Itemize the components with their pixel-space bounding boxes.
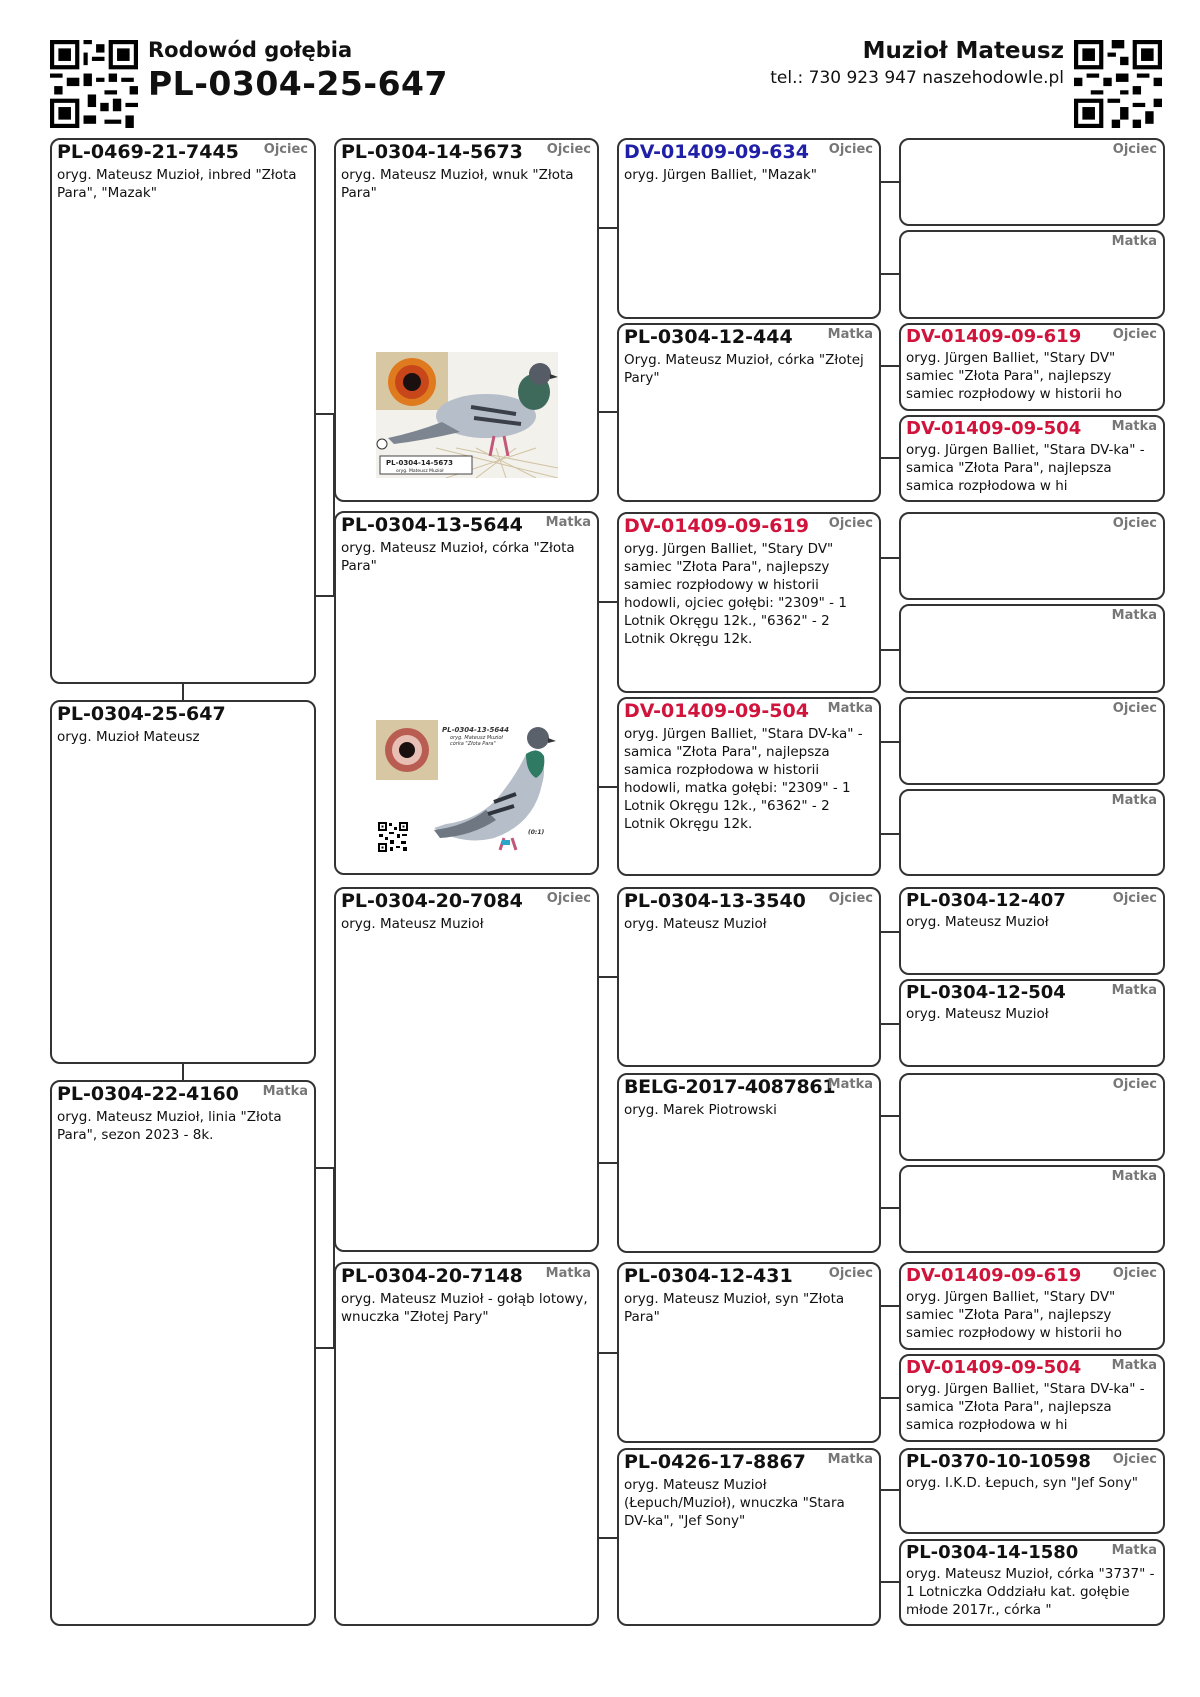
- role-label: Matka: [545, 1266, 591, 1281]
- gen2-card-4[interactable]: [334, 1262, 599, 1626]
- pigeon-description: oryg. Mateusz Muzioł: [624, 916, 767, 932]
- ring-number: DV-01409-09-619: [624, 515, 809, 537]
- pigeon-description: Oryg. Mateusz Muzioł, córka "Złotej Pary": [624, 352, 864, 386]
- photo-caption: PL-0304-13-5644: [442, 726, 510, 734]
- ring-number: DV-01409-09-504: [624, 700, 809, 722]
- role-label: Ojciec: [1112, 1077, 1157, 1092]
- role-label: Matka: [1111, 1169, 1157, 1184]
- pigeon-description: oryg. Mateusz Muzioł, wnuk "Złota Para": [341, 167, 574, 201]
- pigeon-description: oryg. Jürgen Balliet, "Stara DV-ka" - samica "Złota Para", najlepsza samica rozpłodowa w hi: [906, 1381, 1145, 1433]
- gen4-card-11[interactable]: [899, 1073, 1165, 1161]
- role-label: Ojciec: [546, 891, 591, 906]
- role-label: Ojciec: [1112, 1266, 1157, 1281]
- gen4-card-14[interactable]: [899, 1354, 1165, 1442]
- ring-number: PL-0304-13-3540: [624, 890, 806, 912]
- dam-ring: PL-0304-22-4160: [57, 1083, 239, 1105]
- gen4-card-9[interactable]: [899, 887, 1165, 975]
- gen4-card-1[interactable]: [899, 138, 1165, 226]
- ring-number: BELG-2017-4087861: [624, 1076, 836, 1098]
- role-label: Ojciec: [1112, 1452, 1157, 1467]
- pigeon-photo[interactable]: [376, 720, 558, 860]
- owner-name: Muzioł Mateusz: [862, 38, 1064, 64]
- pedigree-subject-card[interactable]: [50, 700, 316, 1064]
- pigeon-description: oryg. Jürgen Balliet, "Stary DV" samiec "Złota Para", najlepszy samiec rozpłodowy w historii ho: [906, 350, 1123, 402]
- ring-number: PL-0304-12-444: [624, 326, 793, 348]
- ring-number: PL-0304-14-1580: [906, 1542, 1079, 1563]
- gen4-card-12[interactable]: [899, 1165, 1165, 1253]
- ring-number: PL-0426-17-8867: [624, 1451, 806, 1473]
- role-label: Ojciec: [1112, 327, 1157, 342]
- role-label: Matka: [1111, 419, 1157, 434]
- pigeon-description: oryg. Mateusz Muzioł: [341, 916, 484, 932]
- gen4-card-6[interactable]: [899, 604, 1165, 693]
- gen4-card-15[interactable]: [899, 1448, 1165, 1534]
- gen4-card-2[interactable]: [899, 230, 1165, 319]
- pigeon-description: oryg. Jürgen Balliet, "Mazak": [624, 167, 818, 183]
- role-label: Matka: [1111, 234, 1157, 249]
- gen3-card-4[interactable]: [617, 697, 881, 876]
- gen4-card-5[interactable]: [899, 512, 1165, 600]
- role-label: Ojciec: [1112, 891, 1157, 906]
- pigeon-description: oryg. Mateusz Muzioł, córka "3737" - 1 Lotniczka Oddziału kat. gołębie młode 2017r., córka ": [906, 1566, 1155, 1618]
- gen3-card-8[interactable]: [617, 1448, 881, 1626]
- gen4-card-3[interactable]: [899, 323, 1165, 411]
- owner-contact: tel.: 730 923 947 naszehodowle.pl: [770, 68, 1064, 88]
- gen4-card-16[interactable]: [899, 1539, 1165, 1626]
- gen3-card-3[interactable]: [617, 512, 881, 693]
- role-label: Matka: [827, 1452, 873, 1467]
- gen2-card-2[interactable]: [334, 511, 599, 875]
- gen4-card-7[interactable]: [899, 697, 1165, 785]
- gen3-card-1[interactable]: [617, 138, 881, 319]
- dam-description: oryg. Mateusz Muzioł, linia "Złota Para", sezon 2023 - 8k.: [57, 1109, 282, 1143]
- role-label: Ojciec: [1112, 142, 1157, 157]
- pigeon-description: oryg. Mateusz Muzioł: [906, 914, 1049, 930]
- pigeon-description: oryg. Marek Piotrowski: [624, 1102, 777, 1118]
- gen4-card-4[interactable]: [899, 415, 1165, 502]
- ring-number: DV-01409-09-504: [906, 1357, 1082, 1378]
- ring-number: PL-0304-20-7084: [341, 890, 523, 912]
- role-label: Matka: [545, 515, 591, 530]
- ring-number: DV-01409-09-619: [906, 326, 1082, 347]
- sire-ring: PL-0469-21-7445: [57, 141, 239, 163]
- pigeon-description: oryg. Jürgen Balliet, "Stary DV" samiec "Złota Para", najlepszy samiec rozpłodowy w historii hodowli, ojciec gołębi: "2309" - 1 Lotnik Okręgu 12k., "6362" - 2 Lotnik Okręgu 12k.: [624, 541, 847, 647]
- role-label: Ojciec: [828, 142, 873, 157]
- role-label: Matka: [1111, 608, 1157, 623]
- qr-code-left-icon: [50, 40, 138, 128]
- role-label: Matka: [827, 327, 873, 342]
- pigeon-description: oryg. Mateusz Muzioł (Łepuch/Muzioł), wnuczka "Stara DV-ka", "Jef Sony": [624, 1477, 845, 1529]
- pigeon-photo[interactable]: [376, 352, 558, 478]
- photo-mark: (0:1): [528, 829, 545, 836]
- role-label: Ojciec: [828, 891, 873, 906]
- pigeon-description: oryg. Jürgen Balliet, "Stara DV-ka" - samica "Złota Para", najlepsza samica rozpłodowa w hi: [906, 442, 1145, 494]
- photo-caption-sub2: córka "Złota Para": [450, 741, 496, 747]
- pigeon-description: oryg. Jürgen Balliet, "Stara DV-ka" - samica "Złota Para", najlepsza samica rozpłodowa w historii hodowli, matka gołębi: "2309" - 1 Lotnik Okręgu 12k., "6362" - 2 Lotnik Okręgu 12k.: [624, 726, 863, 832]
- gen2-card-3[interactable]: [334, 887, 599, 1252]
- gen4-card-10[interactable]: [899, 979, 1165, 1067]
- role-label: Ojciec: [546, 142, 591, 157]
- pedigree-sire-card[interactable]: [50, 138, 316, 684]
- pigeon-description: oryg. Mateusz Muzioł: [906, 1006, 1049, 1022]
- gen4-card-8[interactable]: [899, 789, 1165, 876]
- pigeon-description: oryg. Jürgen Balliet, "Stary DV" samiec "Złota Para", najlepszy samiec rozpłodowy w historii ho: [906, 1289, 1123, 1341]
- role-label: Ojciec: [828, 516, 873, 531]
- ring-number: PL-0370-10-10598: [906, 1451, 1091, 1472]
- photo-caption-sub: oryg. Mateusz Muzioł: [450, 735, 503, 741]
- pedigree-ring-number: PL-0304-25-647: [148, 64, 448, 103]
- gen2-card-1[interactable]: [334, 138, 599, 502]
- role-label: Matka: [1111, 1543, 1157, 1558]
- sire-description: oryg. Mateusz Muzioł, inbred "Złota Para", "Mazak": [57, 167, 297, 201]
- photo-caption-sub: oryg. Mateusz Muzioł: [396, 469, 444, 474]
- gen3-card-2[interactable]: [617, 323, 881, 502]
- gen3-card-7[interactable]: [617, 1262, 881, 1443]
- role-label: Ojciec: [828, 1266, 873, 1281]
- pigeon-description: oryg. Mateusz Muzioł - gołąb lotowy, wnuczka "Złotej Pary": [341, 1291, 588, 1325]
- role-label: Ojciec: [263, 142, 308, 157]
- ring-number: PL-0304-12-504: [906, 982, 1066, 1003]
- subject-ring: PL-0304-25-647: [57, 703, 226, 725]
- gen3-card-5[interactable]: [617, 887, 881, 1067]
- ring-number: DV-01409-09-619: [906, 1265, 1082, 1286]
- role-label: Matka: [827, 1077, 873, 1092]
- ring-number: PL-0304-12-431: [624, 1265, 793, 1287]
- role-label: Matka: [1111, 793, 1157, 808]
- role-label: Matka: [1111, 1358, 1157, 1373]
- ring-number: DV-01409-09-634: [624, 141, 809, 163]
- role-label: Matka: [827, 701, 873, 716]
- pigeon-description: oryg. I.K.D. Łepuch, syn "Jef Sony": [906, 1475, 1138, 1491]
- pedigree-title: Rodowód gołębia: [148, 38, 353, 62]
- gen3-card-6[interactable]: [617, 1073, 881, 1253]
- subject-description: oryg. Muzioł Mateusz: [57, 729, 200, 745]
- qr-code-right-icon: [1074, 40, 1162, 128]
- ring-number: PL-0304-12-407: [906, 890, 1066, 911]
- photo-caption: PL-0304-14-5673: [386, 459, 454, 467]
- pigeon-description: oryg. Mateusz Muzioł, syn "Złota Para": [624, 1291, 845, 1325]
- ring-number: PL-0304-13-5644: [341, 514, 523, 536]
- ring-number: PL-0304-20-7148: [341, 1265, 523, 1287]
- pedigree-dam-card[interactable]: [50, 1080, 316, 1626]
- pigeon-description: oryg. Mateusz Muzioł, córka "Złota Para": [341, 540, 575, 574]
- role-label: Matka: [262, 1084, 308, 1099]
- ring-number: DV-01409-09-504: [906, 418, 1082, 439]
- role-label: Matka: [1111, 983, 1157, 998]
- ring-number: PL-0304-14-5673: [341, 141, 523, 163]
- role-label: Ojciec: [1112, 516, 1157, 531]
- gen4-card-13[interactable]: [899, 1262, 1165, 1350]
- role-label: Ojciec: [1112, 701, 1157, 716]
